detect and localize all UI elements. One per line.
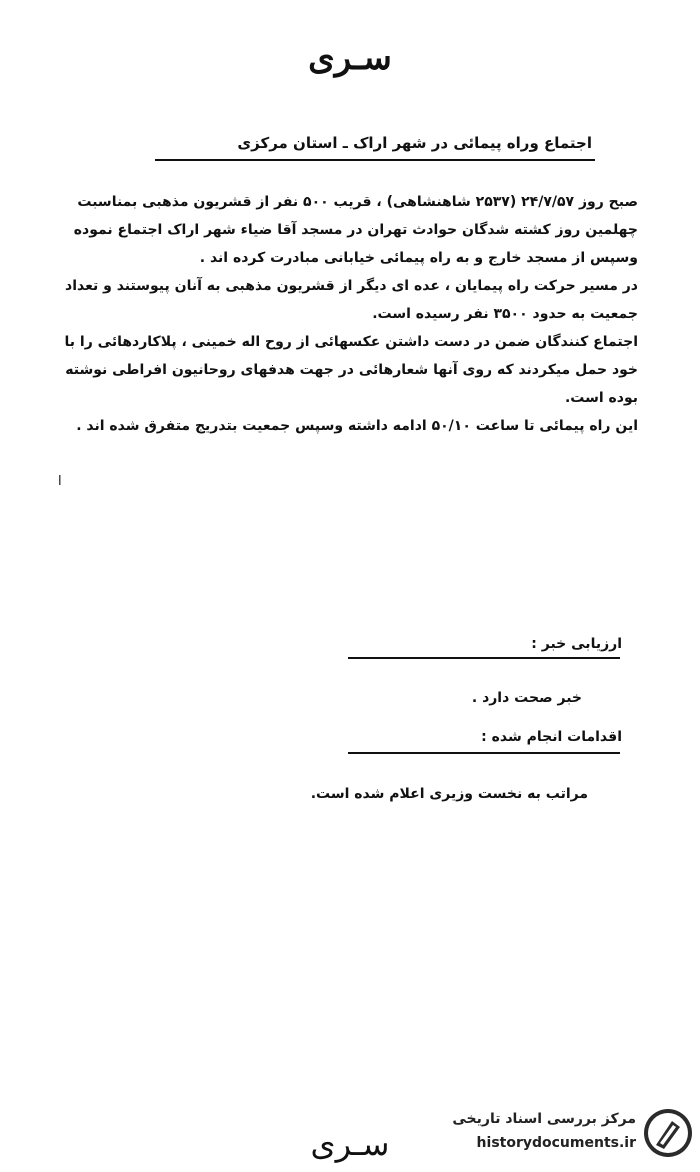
document-subject: اجتماع وراه پیمائی در شهر اراک ـ استان مرکزی xyxy=(237,134,592,152)
body-paragraph-1: صبح روز ۲۴/۷/۵۷ (۲۵۳۷ شاهنشاهی) ، قریب ۵۰۰ نفر از قشریون مذهبی بمناسبت چهلمین روز کشته شدگان حوادث تهران در مسجد آقا ضیاء شهر اراک اجتماع نموده وسپس از مسجد خارج و به راه پیمائی خیابانی مبادرت کرده اند . xyxy=(73,194,638,266)
assessment-underline xyxy=(348,657,620,659)
body-paragraph-3: اجتماع کنندگان ضمن در دست داشتن عکسهائی از روح اله خمینی ، پلاکاردهائی را با خود حمل میکردند که روی آنها شعارهائی در جهت هدفهای روحانیون افراطی نوشته بوده است. xyxy=(64,334,638,406)
document-body xyxy=(38,188,638,440)
classification-header: سـرى xyxy=(308,38,392,78)
watermark-title: مرکز بررسی اسناد تاریخی xyxy=(452,1111,636,1127)
margin-mark: ا xyxy=(58,474,62,489)
subject-underline xyxy=(155,159,595,161)
watermark-footer xyxy=(418,1103,698,1163)
assessment-value: خبر صحت دارد . xyxy=(471,690,582,706)
body-paragraph-2: در مسیر حرکت راه پیمایان ، عده ای دیگر از قشریون مذهبی به آنان پیوستند و تعداد جمعیت به حدود ۳۵۰۰ نفر رسیده است. xyxy=(65,278,638,322)
assessment-label: ارزیابی خبر : xyxy=(531,636,622,652)
classification-footer: سـرى xyxy=(310,1125,390,1163)
document-center-logo-icon xyxy=(642,1107,694,1159)
watermark-url: historydocuments.ir xyxy=(476,1135,636,1151)
actions-underline xyxy=(348,752,620,754)
actions-value: مراتب به نخست وزیری اعلام شده است. xyxy=(310,786,588,802)
body-paragraph-4: این راه پیمائی تا ساعت ۵۰/۱۰ ادامه داشته وسپس جمعیت بتدریج متفرق شده اند . xyxy=(76,418,638,434)
actions-label: اقدامات انجام شده : xyxy=(481,729,622,745)
